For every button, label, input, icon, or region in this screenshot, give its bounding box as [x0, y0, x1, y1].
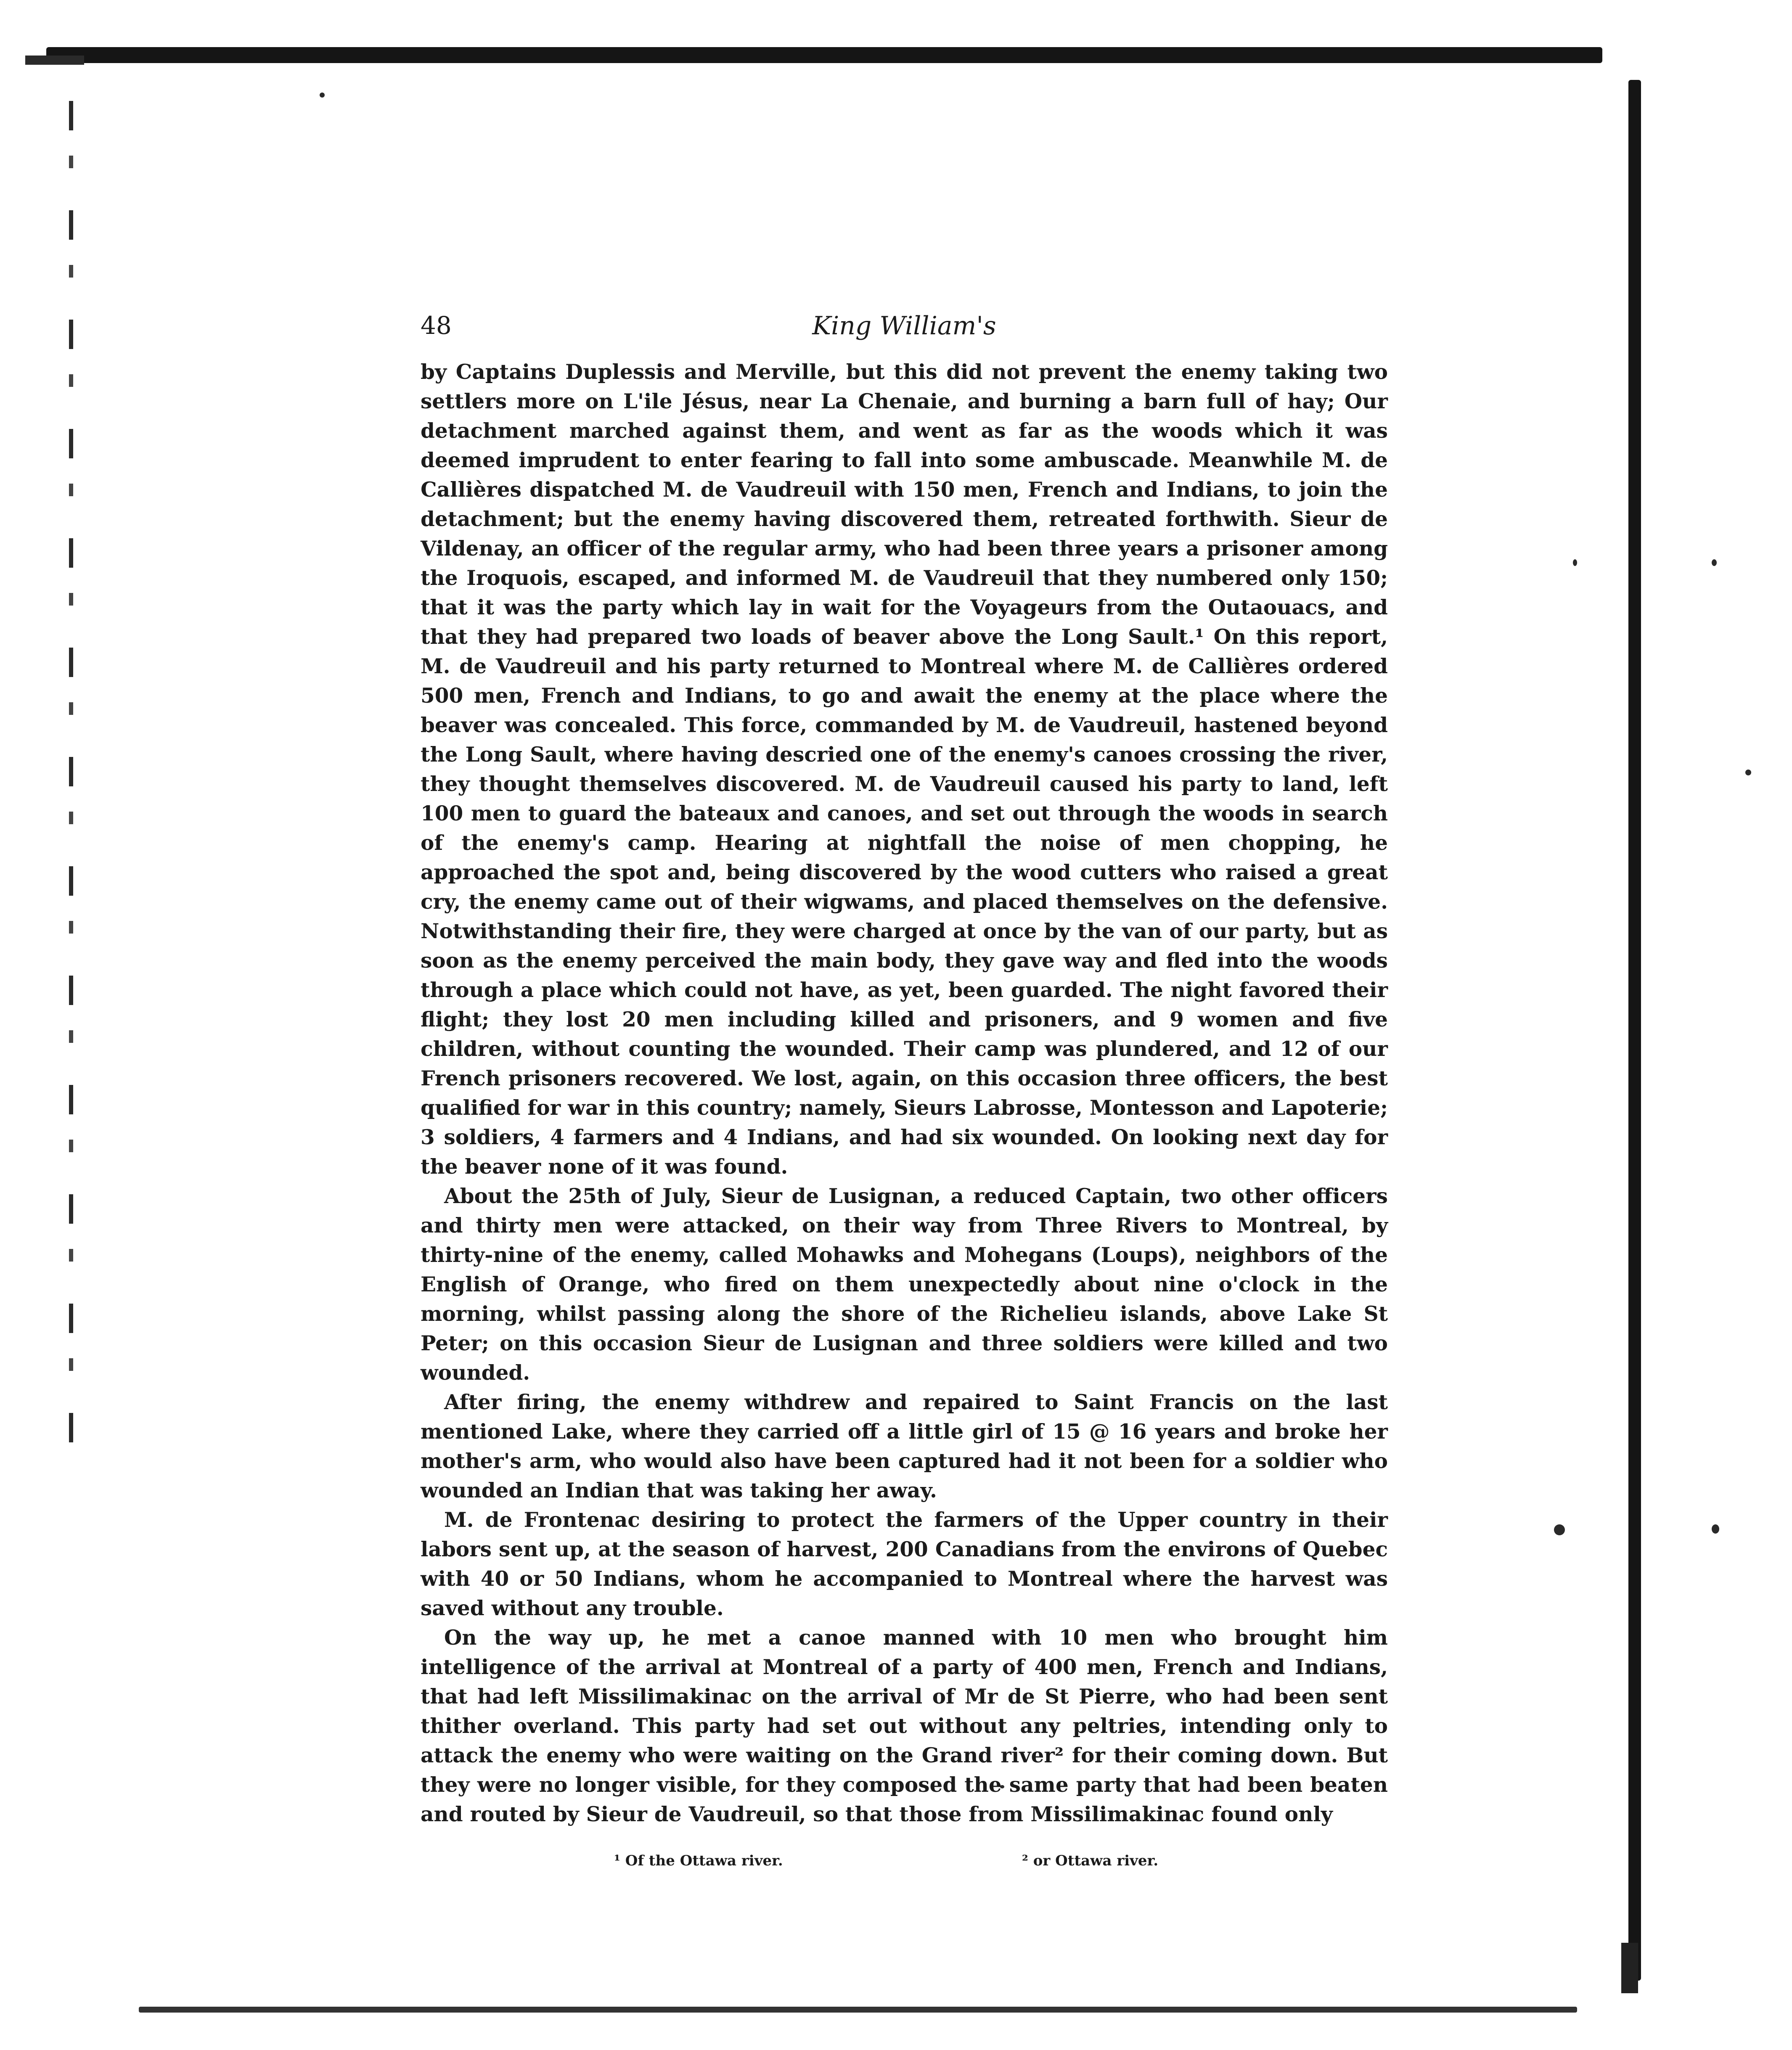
footnotes [421, 1852, 1388, 1878]
paragraph: by Captains Duplessis and Merville, but this did not prevent the enemy taking two settlers more on L'ile Jésus, near La Chenaie, and burning a barn full of hay; Our detachment marched against them, and went as far as the woods which it was deemed imprudent to enter fearing to fall into some ambuscade. Meanwhile M. de Callières dispatched M. de Vaudreuil with 150 men, French and Indians, to join the detachment; but the enemy having discovered them, retreated forthwith. Sieur de Vildenay, an officer of the regular army, who had been three years a prisoner among the Iroquois, escaped, and informed M. de Vaudreuil that they numbered only 150; that it was the party which lay in wait for the Voyageurs from the Outaouacs, and that they had prepared two loads of beaver above the Long Sault.¹ On this report, M. de Vaudreuil and his party returned to Montreal where M. de Callières ordered 500 men, French and Indians, to go and await the enemy at the place where the beaver was concealed. This force, commanded by M. de Vaudreuil, hastened beyond the Long Sault, where having descried one of the enemy's canoes crossing the river, they thought themselves discovered. M. de Vaudreuil caused his party to land, left 100 men to guard the bateaux and canoes, and set out through the woods in search of the enemy's camp. Hearing at nightfall the noise of men chopping, he approached the spot and, being discovered by the wood cutters who raised a great cry, the enemy came out of their wigwams, and placed themselves on the defensive. Notwithstanding their fire, they were charged at once by the van of our party, but as soon as the enemy perceived the main body, they gave way and fled into the woods through a place which could not have, as yet, been guarded. The night favored their flight; they lost 20 men including killed and prisoners, and 9 women and five children, without counting the wounded. Their camp was plundered, and 12 of our French prisoners recovered. We lost, again, on this occasion three officers, the best qualified for war in this country; namely, Sieurs Labrosse, Montesson and Lapoterie; 3 soldiers, 4 farmers and 4 Indians, and had six wounded. On looking next day for the beaver none of it was found. [421, 360, 1388, 1179]
page-number: 48 [421, 311, 452, 340]
scan-edge-left [69, 101, 73, 1447]
scan-edge-right-cap [1621, 1943, 1638, 1993]
paragraph: About the 25th of July, Sieur de Lusignan, a reduced Captain, two other officers and thirty men were attacked, on their way from Three Rivers to Montreal, by thirty-nine of the enemy, called Mohawks and Mohegans (Loups), neighbors of the English of Orange, who fired on them unexpectedly about nine o'clock in the morning, whilst passing along the shore of the Richelieu islands, above Lake St Peter; on this occasion Sieur de Lusignan and three soldiers were killed and two wounded. [421, 1184, 1388, 1385]
running-head: King William's [812, 311, 996, 341]
scan-edge-top-fragment [25, 56, 84, 65]
paragraph: M. de Frontenac desiring to protect the farmers of the Upper country in their labors sent up, at the season of harvest, 200 Canadians from the environs of Quebec with 40 or 50 Indians, whom he accompanied to Montreal where the harvest was saved without any trouble. [421, 1508, 1388, 1620]
scan-speck [1573, 559, 1577, 566]
body-text [421, 357, 1388, 1829]
paragraph: On the way up, he met a canoe manned with 10 men who brought him intelligence of the arrival at Montreal of a party of 400 men, French and Indians, that had left Missilimakinac on the arrival of Mr de St Pierre, who had been sent thither overland. This party had set out without any peltries, intending only to attack the enemy who were waiting on the Grand river² for their coming down. But they were no longer visible, for they composed the same party that had been beaten and routed by Sieur de Vaudreuil, so that those from Missilimakinac found only [421, 1626, 1388, 1826]
paragraph: After firing, the enemy withdrew and repaired to Saint Francis on the last mentioned Lake, where they carried off a little girl of 15 @ 16 years and broke her mother's arm, who would also have been captured had it not been for a soldier who wounded an Indian that was taking her away. [421, 1390, 1388, 1502]
scan-speck [1712, 559, 1717, 566]
scan-speck [320, 93, 325, 98]
scan-speck [1712, 1524, 1719, 1534]
document-page [421, 311, 1388, 1878]
scan-speck [1554, 1524, 1565, 1535]
footnote: ² or Ottawa river. [1022, 1852, 1159, 1869]
scan-speck [1745, 770, 1751, 775]
scan-edge-bottom [139, 2007, 1577, 2013]
scan-edge-top [46, 47, 1602, 63]
scan-edge-right [1628, 80, 1641, 1981]
footnote: ¹ Of the Ottawa river. [614, 1852, 783, 1869]
page-header [421, 311, 1388, 357]
